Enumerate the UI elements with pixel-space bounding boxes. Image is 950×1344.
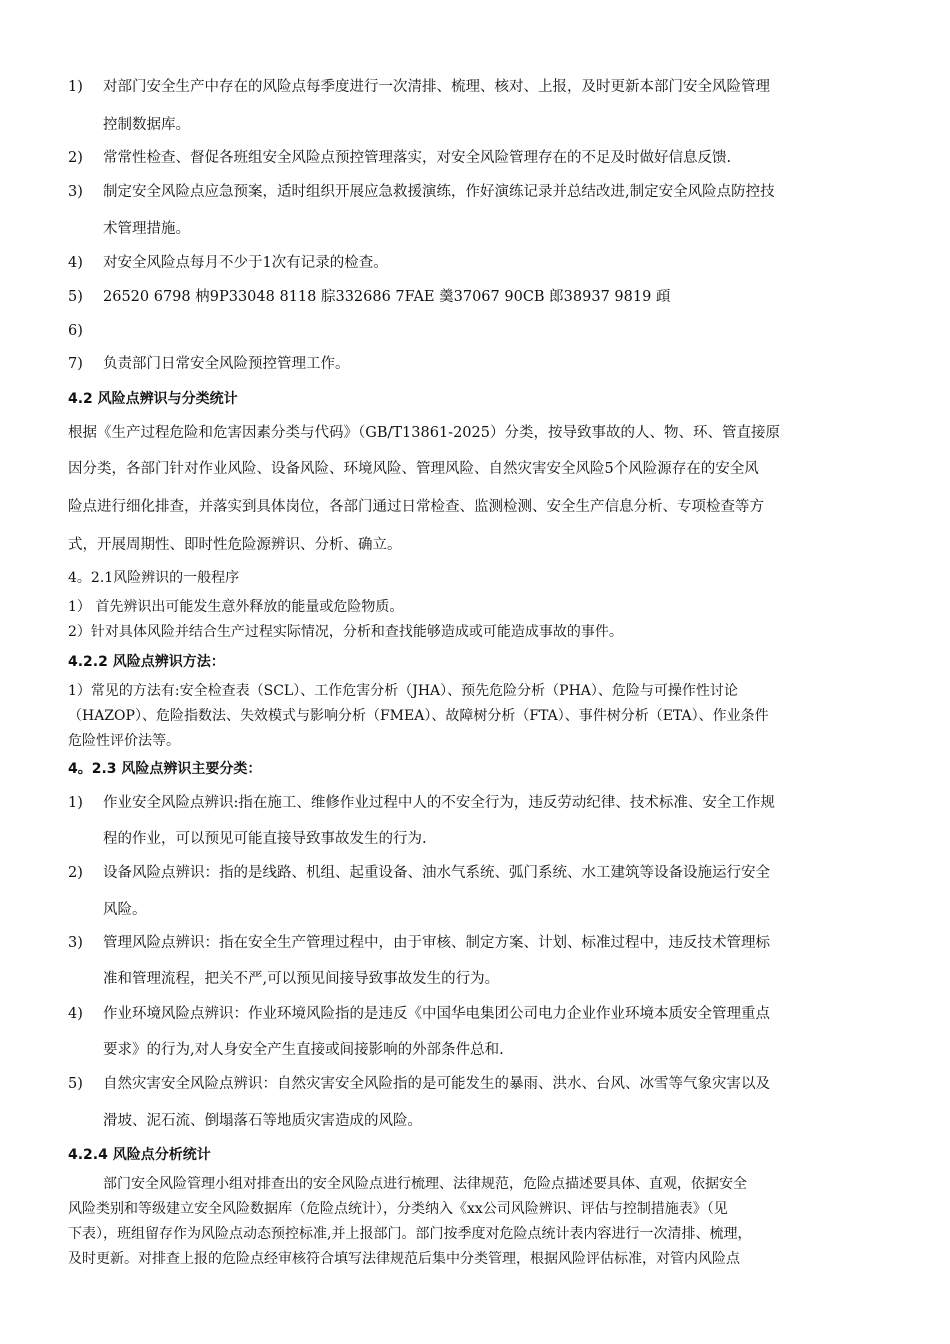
item-number: 5) [68,1076,83,1092]
item-text: 控制数据库。 [103,117,190,133]
item-number: 1) [68,795,83,811]
item-number: 3) [68,184,83,200]
item-text: 常常性检查、督促各班组安全风险点预控管理落实，对安全风险管理存在的不足及时做好信息反馈. [103,150,732,166]
item-text: 负责部门日常安全风险预控管理工作。 [103,356,350,372]
item-text: 程的作业，可以预见可能直接导致事故发生的行为. [103,831,427,847]
item-number: 6) [68,323,83,339]
item-number: 3) [68,935,83,951]
item-number: 5) [68,289,83,305]
item-text: 作业安全风险点辨识:指在施工、维修作业过程中人的不安全行为，违反劳动纪律、技术标准、安全工作规 [103,795,775,811]
item-number: 2) [68,865,83,881]
item-number: 2) [68,150,83,166]
item-text: 自然灾害安全风险点辨识：自然灾害安全风险指的是可能发生的暴雨、洪水、台风、冰雪等气象灾害以及 [103,1076,770,1092]
item-number: 4) [68,255,83,271]
item-number: 7) [68,356,83,372]
item-text: 准和管理流程，把关不严,可以预见间接导致事故发生的行为。 [103,971,500,987]
item-text: 制定安全风险点应急预案，适时组织开展应急救援演练，作好演练记录并总结改进,制定安全风险点防控技 [103,184,775,200]
item-text: 风险。 [103,902,147,918]
item-text: 滑坡、泥石流、倒塌落石等地质灾害造成的风险。 [103,1113,422,1129]
item-text: 要求》的行为,对人身安全产生直接或间接影响的外部条件总和. [103,1042,504,1058]
item-text: 管理风险点辨识：指在安全生产管理过程中，由于审核、制定方案、计划、标准过程中，违反技术管理标 [103,935,770,951]
item-text: 对部门安全生产中存在的风险点每季度进行一次清排、梳理、核对、上报，及时更新本部门安全风险管理 [103,79,770,95]
item-number: 1) [68,79,83,95]
document-page: 1) 对部门安全生产中存在的风险点每季度进行一次清排、梳理、核对、上报，及时更新本部门安全风险管理 控制数据库。 2) 常常性检查、督促各班组安全风险点预控管理落实，对安全风险管理存在的不足及时做好信息反馈. 3) 制定安全风险点应急预案，适时组织开展应急救援演练，作好演练记录并总结改进,制定安全风险点防控技 术管理措施。 4) 对安全风险点每月不少于1次有记录的检查。 5) 26520 6798 枘9P33048 8118 腙332686 7FAE 羹37067 90CB 郎38937 9819 頙 6) 7) 负责部门日常安全风险预控管理工作。 4.2 风险点辨识与分类统计 根据《生产过程危险和危害因素分类与代码》（GB/T13861-2025）分类，按导致事故的人、物、环、管直接原 因分类，各部门针对作业风险、设备风险、环境风险、管理风险、自然灾害安全风险5个风险源存在的安全风 险点进行细化排查，并落实到具体岗位，各部门通过日常检查、监测检测、安全生产信息分析、专项检查等方 式，开展周期性、即时性危险源辨识、分析、确立。 4。2.1风险辨识的一般程序 1） 首先辨识出可能发生意外释放的能量或危险物质。 2）针对具体风险并结合生产过程实际情况，分析和查找能够造成或可能造成事故的事件。 4.2.2 风险点辨识方法： 1）常见的方法有:安全检查表（SCL）、工作危害分析（JHA）、预先危险分析（PHA）、危险与可操作性讨论 （HAZOP）、危险指数法、失效模式与影响分析（FMEA）、故障树分析（FTA）、事件树分析（ETA）、作业条件 危险性评价法等。 4。2.3 风险点辨识主要分类： 1) 作业安全风险点辨识:指在施工、维修作业过程中人的不安全行为，违反劳动纪律、技术标准、安全工作规 程的作业，可以预见可能直接导致事故发生的行为. 2) 设备风险点辨识：指的是线路、机组、起重设备、油水气系统、弧门系统、水工建筑等设备设施运行安全 风险。 3) 管理风险点辨识：指在安全生产管理过程中，由于审核、制定方案、计划、标准过程中，违反技术管理标 准和管理流程，把关不严,可以预见间接导致事故发生的行为。 4) 作业环境风险点辨识：作业环境风险指的是违反《中国华电集团公司电力企业作业环境本质安全管理重点 要求》的行为,对人身安全产生直接或间接影响的外部条件总和. 5) 自然灾害安全风险点辨识：自然灾害安全风险指的是可能发生的暴雨、洪水、台风、冰雪等气象灾害以及 滑坡、泥石流、倒塌落石等地质灾害造成的风险。 4.2.4 风险点分析统计 部门安全风险管理小组对排查出的安全风险点进行梳理、法律规范，危险点描述要具体、直观，依据安全 风险类别和等级建立安全风险数据库（危险点统计），分类纳入《xx公司风险辨识、评估与控制措施表》（见 下表），班组留存作为风险点动态预控标准,并上报部门。部门按季度对危险点统计表内容进行一次清排、梳理， 及时更新。对排查上报的危险点经审核符合填写法律规范后集中分类管理，根据风险评估标准，对管内风险点 [68,79,780,1267]
item-text: 对安全风险点每月不少于1次有记录的检查。 [103,255,388,271]
item-text: 作业环境风险点辨识：作业环境风险指的是违反《中国华电集团公司电力企业作业环境本质安全管理重点 [103,1006,770,1022]
item-text: 设备风险点辨识：指的是线路、机组、起重设备、油水气系统、弧门系统、水工建筑等设备设施运行安全 [103,865,770,881]
item-number: 4) [68,1006,83,1022]
item-text: 术管理措施。 [103,221,190,237]
item-text: 26520 6798 枘9P33048 8118 腙332686 7FAE 羹37067 90CB 郎38937 9819 頙 [103,289,671,305]
